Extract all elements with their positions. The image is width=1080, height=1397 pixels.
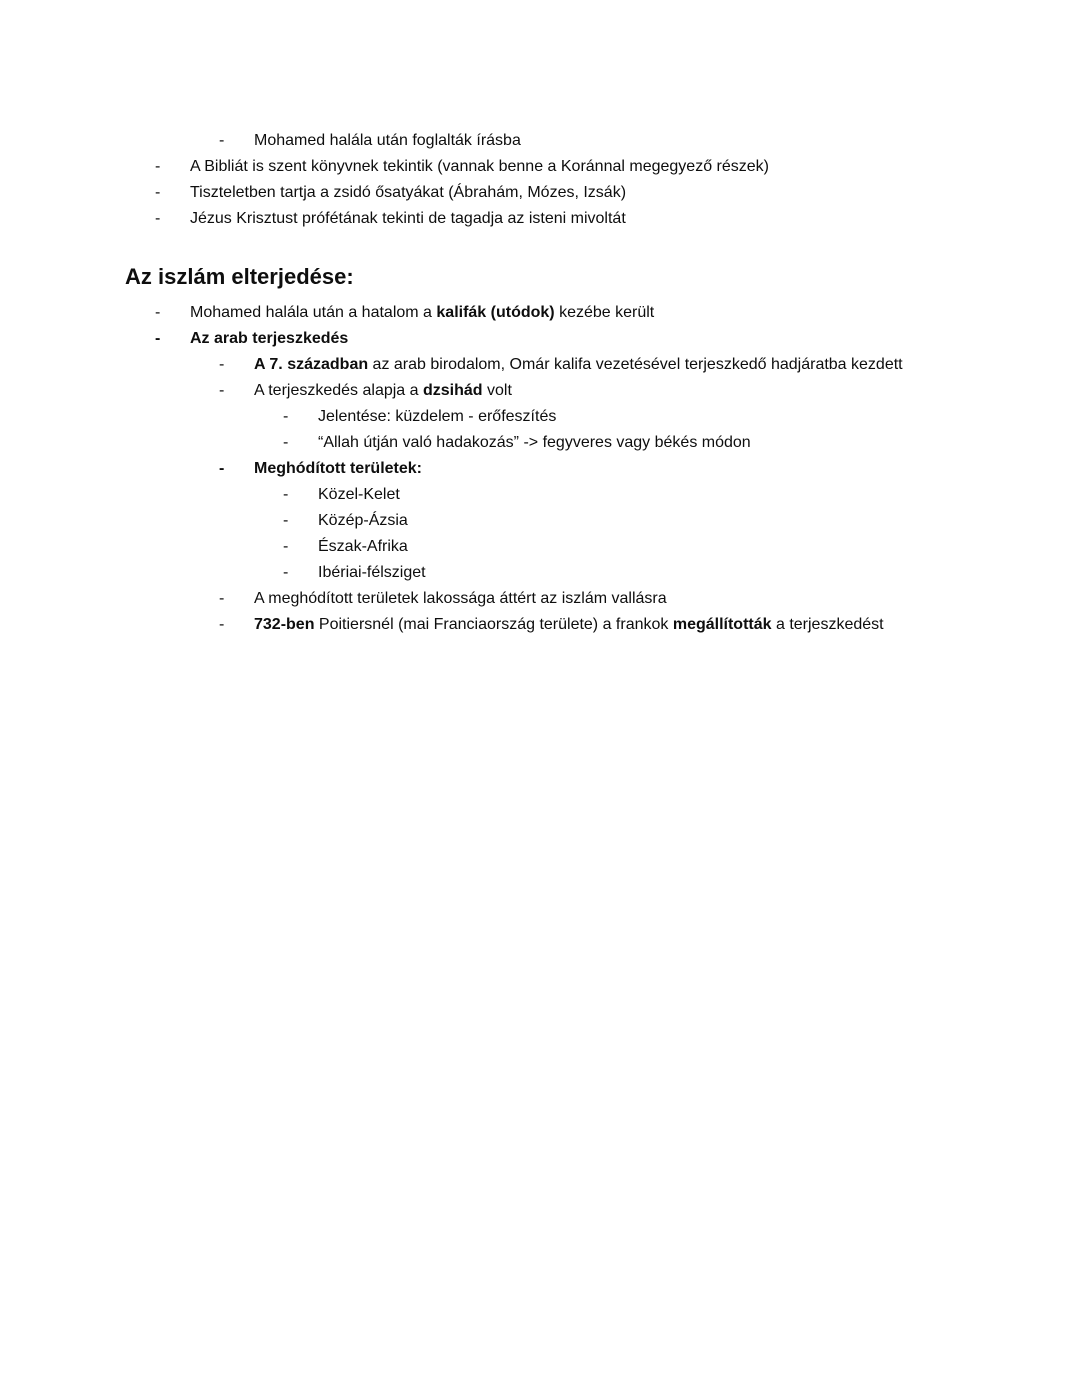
list-item-text: 732-ben Poitiersnél (mai Franciaország területe) a frankok megállították a terjeszkedést [254, 616, 884, 633]
list-item-text: Jelentése: küzdelem - erőfeszítés [318, 408, 557, 425]
list-item [219, 352, 955, 378]
section-heading: Az iszlám elterjedése: [125, 264, 354, 289]
dash-marker: - [219, 590, 225, 607]
list-item-text: Mohamed halála után a hatalom a kalifák (utódok) kezébe került [190, 304, 655, 321]
list-item [283, 560, 955, 586]
list-item [283, 430, 955, 456]
list-item-text: Az arab terjeszkedés [190, 330, 349, 347]
list-item-text: “Allah útján való hadakozás” -> fegyveres vagy békés módon [318, 434, 751, 451]
list-item-text: Jézus Krisztust prófétának tekinti de tagadja az isteni mivoltát [190, 210, 626, 227]
dash-marker: - [283, 434, 289, 451]
list-item [283, 534, 955, 560]
list-item [155, 154, 955, 180]
spread-list [125, 300, 955, 638]
list-item-text: Észak-Afrika [318, 538, 408, 555]
list-item [155, 326, 955, 352]
list-item [283, 404, 955, 430]
list-item [219, 378, 955, 404]
dash-marker: - [219, 132, 225, 149]
dash-marker: - [155, 210, 161, 227]
list-item [283, 508, 955, 534]
list-item-text: Tiszteletben tartja a zsidó ősatyákat (Ábrahám, Mózes, Izsák) [190, 184, 627, 201]
list-item [219, 456, 955, 482]
list-item [219, 128, 955, 154]
list-item [155, 300, 955, 326]
dash-marker: - [219, 460, 225, 477]
intro-list [125, 128, 955, 232]
dash-marker: - [219, 616, 225, 633]
dash-marker: - [155, 304, 161, 321]
list-item-text: A Bibliát is szent könyvnek tekintik (vannak benne a Koránnal megegyező részek) [190, 158, 769, 175]
list-item-text: Közép-Ázsia [318, 512, 408, 529]
list-item-text: Mohamed halála után foglalták írásba [254, 132, 521, 149]
dash-marker: - [155, 158, 161, 175]
dash-marker: - [283, 486, 289, 503]
list-item [155, 206, 955, 232]
dash-marker: - [219, 356, 225, 373]
list-item-text: A terjeszkedés alapja a dzsihád volt [254, 382, 512, 399]
list-item-text: A 7. században az arab birodalom, Omár kalifa vezetésével terjeszkedő hadjáratba kezdett [254, 356, 903, 373]
dash-marker: - [155, 330, 161, 347]
list-item [219, 612, 955, 638]
dash-marker: - [283, 564, 289, 581]
dash-marker: - [155, 184, 161, 201]
list-item-text: Ibériai-félsziget [318, 564, 426, 581]
list-item [219, 586, 955, 612]
dash-marker: - [283, 538, 289, 555]
list-item [155, 180, 955, 206]
dash-marker: - [283, 512, 289, 529]
list-item-text: Közel-Kelet [318, 486, 400, 503]
list-item-text: A meghódított területek lakossága áttért az iszlám vallásra [254, 590, 667, 607]
dash-marker: - [283, 408, 289, 425]
list-item [283, 482, 955, 508]
list-item-text: Meghódított területek: [254, 460, 422, 477]
dash-marker: - [219, 382, 225, 399]
